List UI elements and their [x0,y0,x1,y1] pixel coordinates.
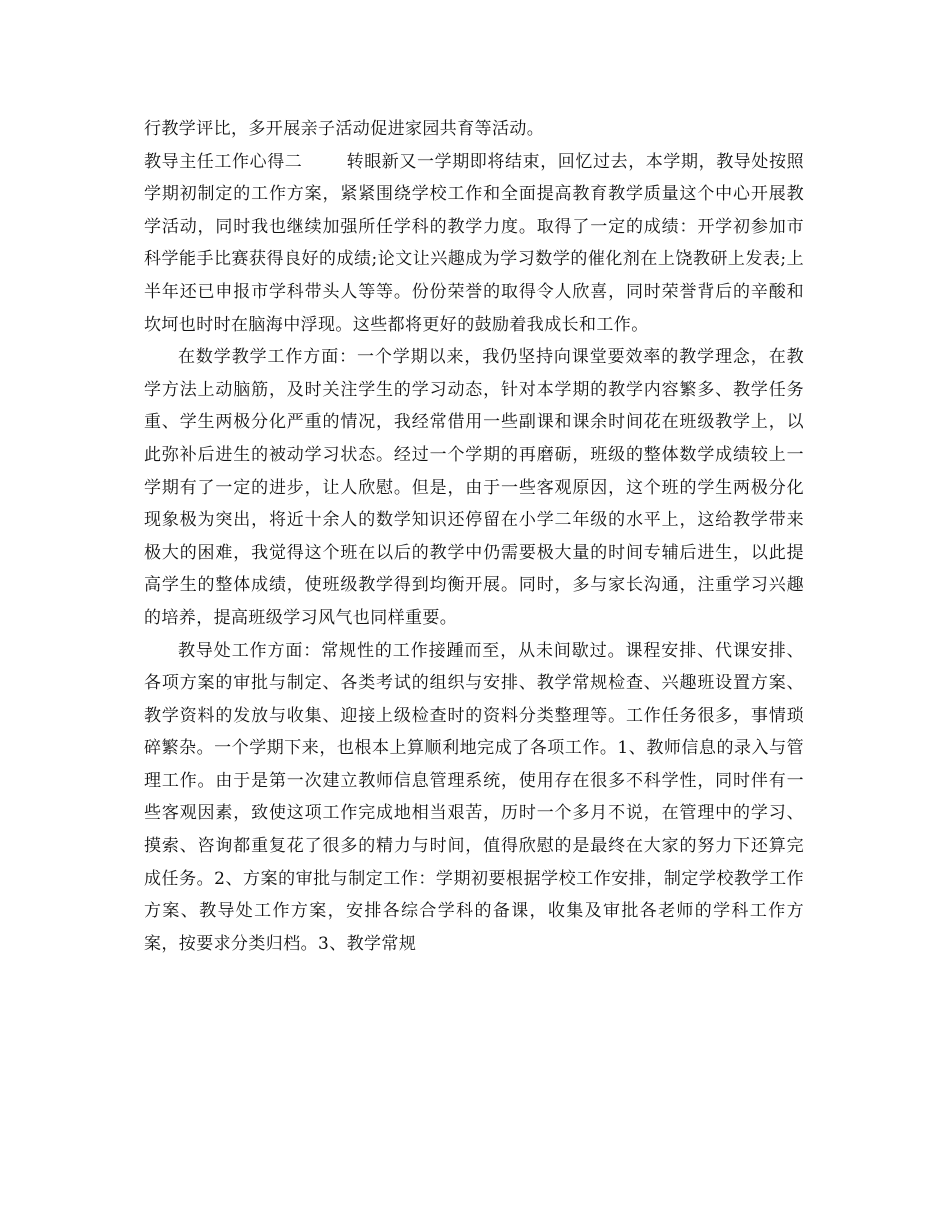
paragraph-text: 教导处工作方面：常规性的工作接踵而至，从未间歇过。课程安排、代课安排、各项方案的审批与制定、各类考试的组织与安排、教学常规检查、兴趣班设置方案、教学资料的发放与收集、迎接上级检查时的资料分类整理等。工作任务很多，事情琐碎繁杂。一个学期下来，也根本上算顺利地完成了各项工作。1、教师信息的录入与管理工作。由于是第一次建立教师信息管理系统，使用存在很多不科学性，同时伴有一些客观因素，致使这项工作完成地相当艰苦，历时一个多月不说，在管理中的学习、摸索、咨询都重复花了很多的精力与时间，值得欣慰的是最终在大家的努力下还算完成任务。2、方案的审批与制定工作：学期初要根据学校工作安排，制定学校教学工作方案、教导处工作方案，安排各综合学科的备课，收集及审批各老师的学科工作方案，按要求分类归档。3、教学常规 [144,640,804,954]
document-page [144,113,804,960]
paragraph-text: 在数学教学工作方面：一个学期以来，我仍坚持向课堂要效率的教学理念，在教学方法上动脑筋，及时关注学生的学习动态，针对本学期的教学内容繁多、教学任务重、学生两极分化严重的情况，我经常借用一些副课和课余时间花在班级教学上，以此弥补后进生的被动学习状态。经过一个学期的再磨砺，班级的整体数学成绩较上一学期有了一定的进步，让人欣慰。但是，由于一些客观原因，这个班的学生两极分化现象极为突出，将近十余人的数学知识还停留在小学二年级的水平上，这给教学带来极大的困难，我觉得这个班在以后的教学中仍需要极大量的时间专辅后进生，以此提高学生的整体成绩，使班级教学得到均衡开展。同时，多与家长沟通，注重学习兴趣的培养，提高班级学习风气也同样重要。 [144,347,804,628]
paragraph-continuation [144,113,804,146]
paragraph-text: 行教学评比，多开展亲子活动促进家园共育等活动。 [144,119,545,139]
paragraph-office-work [144,635,804,961]
paragraph-math-teaching [144,341,804,634]
section-heading: 教导主任工作心得二 [144,151,303,172]
paragraph-text: 转眼新又一学期即将结束，回忆过去，本学期，教导处按照学期初制定的工作方案，紧紧围绕学校工作和全面提高教育教学质量这个中心开展教学活动，同时我也继续加强所任学科的教学力度。取得了一定的成绩：开学初参加市科学能手比赛获得良好的成绩;论文让兴趣成为学习数学的催化剂在上饶教研上发表;上半年还已申报市学科带头人等等。份份荣誉的取得令人欣喜，同时荣誉背后的辛酸和坎坷也时时在脑海中浮现。这些都将更好的鼓励着我成长和工作。 [144,151,804,335]
paragraph-section-start [144,146,804,342]
